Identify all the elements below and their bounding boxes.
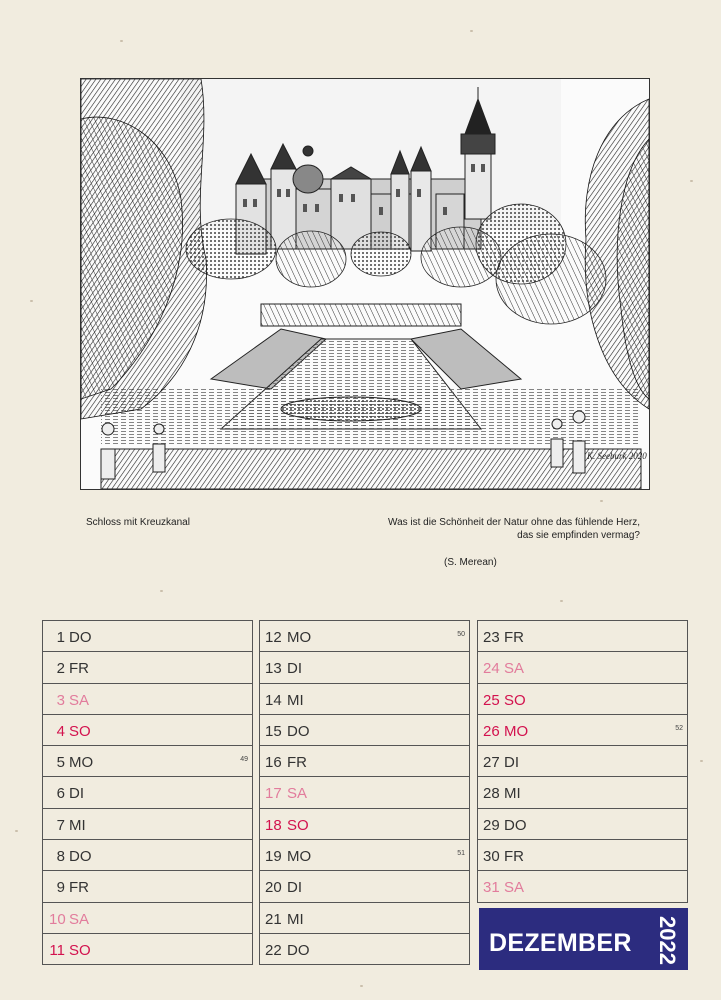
day-number: 18 (265, 816, 282, 834)
image-caption: Schloss mit Kreuzkanal (86, 517, 190, 528)
day-row (477, 715, 688, 746)
day-row (42, 684, 253, 715)
day-row (259, 684, 470, 715)
quote-line-1: Was ist die Schönheit der Natur ohne das fühlende Herz, (388, 517, 640, 528)
week-number: 52 (675, 724, 683, 732)
weekday-label: SA (69, 691, 90, 709)
weekday-label: DI (504, 754, 519, 772)
day-row (259, 746, 470, 777)
day-row (42, 777, 253, 808)
weekday-label: DI (69, 785, 84, 803)
weekday-label: SO (504, 691, 526, 709)
day-number: 20 (265, 879, 282, 897)
day-number: 26 (483, 722, 500, 740)
day-number: 24 (483, 660, 500, 678)
day-row (42, 934, 253, 965)
day-number: 28 (483, 785, 500, 803)
weekday-label: FR (504, 848, 524, 866)
day-number: 25 (483, 691, 500, 709)
weekday-label: MO (504, 722, 529, 740)
day-number: 12 (265, 629, 282, 646)
day-number: 6 (56, 785, 65, 803)
weekday-label: SO (287, 816, 309, 834)
day-row (259, 840, 470, 871)
month-name: DEZEMBER (489, 929, 632, 957)
weekday-label: MI (287, 691, 304, 709)
weekday-label: MI (69, 816, 86, 834)
day-number: 23 (483, 629, 500, 646)
day-number: 8 (56, 848, 65, 866)
day-number: 14 (265, 691, 282, 709)
weekday-label: DO (504, 816, 527, 834)
day-row (259, 934, 470, 965)
week-number: 51 (457, 850, 465, 858)
weekday-label: FR (69, 879, 89, 897)
day-row (477, 777, 688, 808)
day-column-1 (42, 620, 253, 965)
weekday-label: DO (69, 848, 92, 866)
day-row (477, 621, 688, 652)
day-row (42, 746, 253, 777)
day-row (477, 684, 688, 715)
weekday-label: DI (287, 879, 302, 897)
island (281, 397, 421, 421)
weekday-label: SA (504, 660, 525, 678)
castle-drawing (80, 78, 650, 490)
weekday-label: DO (69, 629, 92, 646)
day-number: 27 (483, 754, 500, 772)
day-number: 9 (56, 879, 65, 897)
weekday-label: DO (287, 941, 310, 959)
day-row (477, 652, 688, 683)
day-number: 11 (49, 941, 65, 959)
day-row (42, 715, 253, 746)
day-number: 3 (56, 691, 65, 709)
day-column-3 (477, 620, 688, 903)
weekday-label: SA (69, 910, 90, 928)
day-row (42, 840, 253, 871)
day-row (477, 809, 688, 840)
weekday-label: FR (69, 660, 89, 678)
day-row (477, 871, 688, 902)
day-row (259, 871, 470, 902)
year: 2022 (655, 916, 680, 965)
weekday-label: MO (287, 629, 312, 646)
day-row (42, 809, 253, 840)
weekday-label: MI (287, 910, 304, 928)
weekday-label: MO (69, 754, 94, 772)
day-row (259, 903, 470, 934)
day-row (477, 746, 688, 777)
day-number: 22 (265, 941, 282, 959)
weekday-label: SA (287, 785, 308, 803)
quote-line-2: das sie empfinden vermag? (517, 530, 640, 541)
day-column-2 (259, 620, 470, 965)
day-number: 29 (483, 816, 500, 834)
day-number: 21 (265, 910, 282, 928)
weekday-label: SO (69, 722, 91, 740)
day-row (259, 809, 470, 840)
day-row (259, 777, 470, 808)
artist-signature: K. Seeburk 2020 (587, 451, 647, 461)
weekday-label: FR (504, 629, 524, 646)
day-number: 30 (483, 848, 500, 866)
day-row (259, 715, 470, 746)
day-number: 17 (265, 785, 282, 803)
week-number: 50 (457, 631, 465, 638)
weekday-label: FR (287, 754, 307, 772)
weekday-label: SO (69, 941, 91, 959)
day-number: 31 (483, 879, 500, 897)
day-number: 1 (56, 629, 65, 646)
day-number: 13 (265, 660, 282, 678)
day-number: 4 (56, 722, 65, 740)
day-row (42, 621, 253, 652)
day-number: 15 (265, 722, 282, 740)
weekday-label: MI (504, 785, 521, 803)
day-row (477, 840, 688, 871)
week-number: 49 (240, 756, 248, 764)
quote-author: (S. Merean) (444, 557, 497, 568)
day-number: 19 (265, 848, 282, 866)
day-number: 5 (56, 754, 65, 772)
quote (300, 516, 640, 542)
day-row (259, 652, 470, 683)
month-badge (479, 908, 688, 970)
day-number: 2 (56, 660, 65, 678)
weekday-label: SA (504, 879, 525, 897)
day-row (42, 652, 253, 683)
day-row (42, 871, 253, 902)
day-row (42, 903, 253, 934)
weekday-label: DO (287, 722, 310, 740)
weekday-label: DI (287, 660, 302, 678)
day-row (259, 621, 470, 652)
day-number: 16 (265, 754, 282, 772)
day-number: 7 (56, 816, 65, 834)
weekday-label: MO (287, 848, 312, 866)
day-number: 10 (49, 910, 66, 928)
